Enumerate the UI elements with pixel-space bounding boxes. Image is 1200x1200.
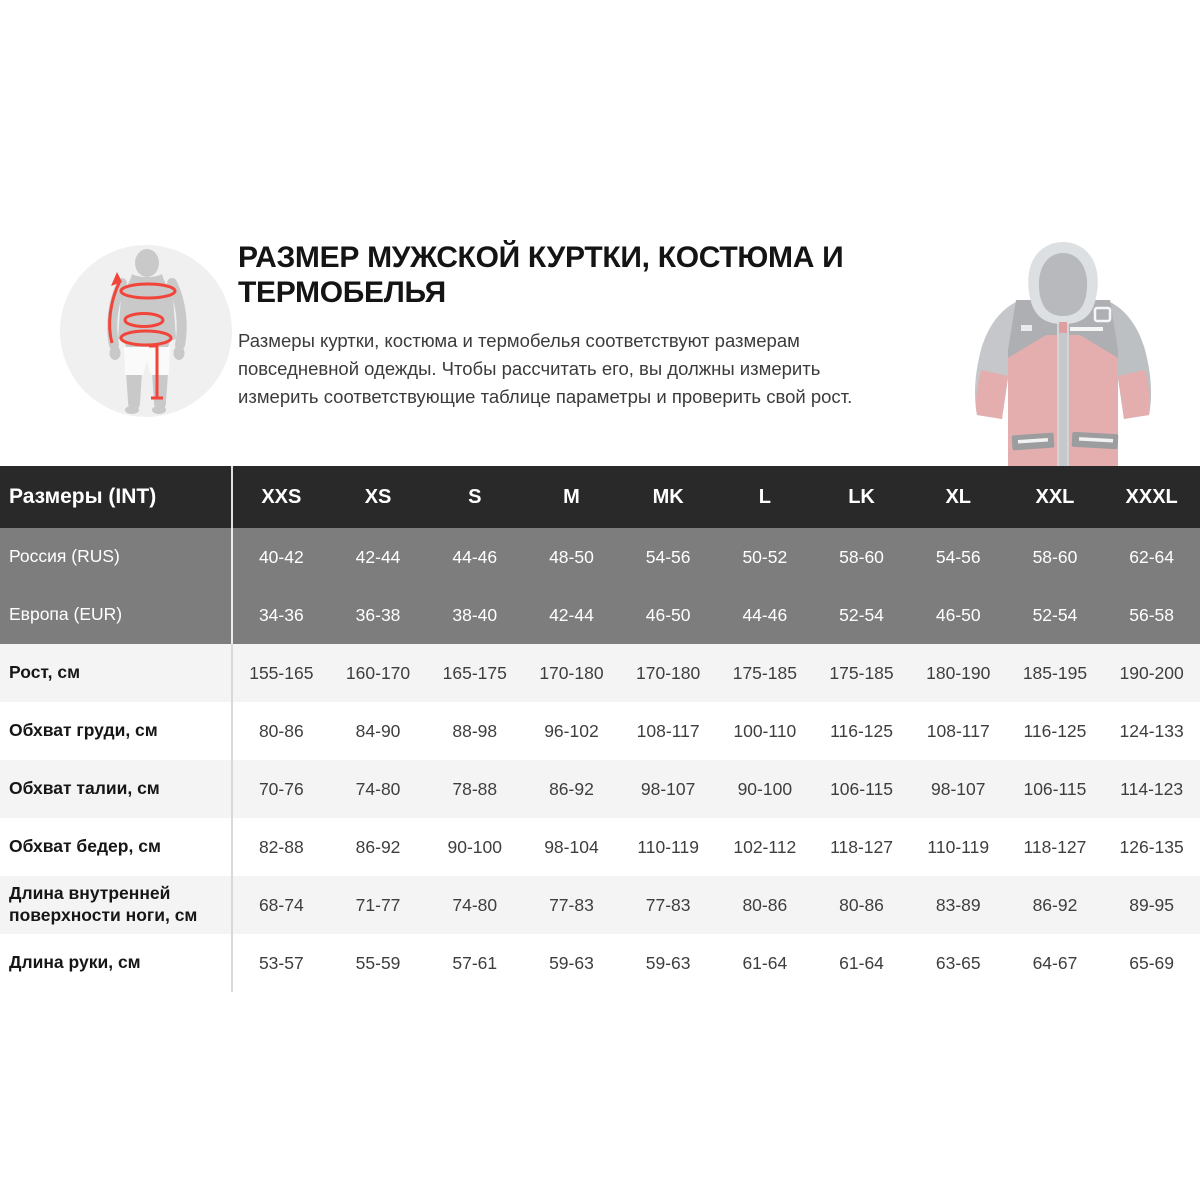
size-value: 82-88 [258,836,304,857]
size-value: 59-63 [645,952,691,973]
size-value: 118-127 [1023,836,1087,857]
size-value: 54-56 [935,546,981,567]
size-value: 52-54 [839,604,884,625]
table-row-hips [0,818,1200,876]
size-value: 160-170 [345,662,411,683]
size-value: 74-80 [355,778,401,799]
size-col-mk: MK [652,485,684,508]
page-title [238,240,948,310]
size-col-xxxl: XXXL [1125,485,1178,508]
size-value: 98-104 [544,836,599,857]
size-value: 38-40 [452,604,498,625]
size-value: 116-125 [1023,720,1087,741]
size-value: 77-83 [645,894,691,915]
size-value: 100-110 [733,720,797,741]
body-measurements-icon [58,243,234,419]
size-value: 86-92 [1032,894,1078,915]
size-value: 90-100 [737,778,793,799]
size-value: 34-36 [258,604,304,625]
size-value: 116-125 [830,720,893,741]
page-title-line2: ТЕРМОБЕЛЬЯ [238,276,446,309]
row-label: Длина руки, см [0,934,233,992]
size-value: 50-52 [742,546,788,567]
size-value: 58-60 [1032,546,1078,567]
size-value: 48-50 [549,546,594,567]
table-row-chest [0,702,1200,760]
size-value: 71-77 [355,894,401,915]
table-header-row [0,466,1200,528]
size-value: 44-46 [742,604,788,625]
size-col-m: M [563,485,580,508]
size-value: 170-180 [539,662,604,683]
body-measurements-icon-svg [58,243,234,419]
size-value: 165-175 [442,662,507,683]
row-label: Обхват груди, см [0,702,233,760]
size-value: 86-92 [355,836,401,857]
size-value: 56-58 [1129,604,1175,625]
size-value: 61-64 [839,952,884,973]
size-value: 52-54 [1032,604,1078,625]
size-value: 42-44 [355,546,401,567]
row-label: Европа (EUR) [0,586,233,644]
size-value: 185-195 [1022,662,1088,683]
row-label: Длина внутренней поверхности ноги, см [0,876,233,934]
size-value: 175-185 [732,662,797,683]
size-value: 77-83 [549,894,594,915]
hero-text-block [238,240,948,411]
size-value: 54-56 [645,546,691,567]
size-value: 90-100 [447,836,502,857]
size-value: 46-50 [645,604,691,625]
table-row-russia [0,528,1200,586]
size-value: 58-60 [839,546,884,567]
size-col-xs: XS [364,485,392,508]
size-value: 61-64 [742,952,788,973]
size-value: 55-59 [355,952,401,973]
size-col-xxl: XXL [1035,485,1075,508]
size-value: 63-65 [935,952,981,973]
table-row-sleeve [0,934,1200,992]
size-value: 88-98 [452,720,498,741]
size-value: 40-42 [258,546,304,567]
size-value: 170-180 [636,662,701,683]
row-label: Рост, см [0,644,233,702]
jacket-product-image [958,238,1168,466]
size-value: 98-107 [640,778,696,799]
table-row-waist [0,760,1200,818]
size-col-l: L [758,485,771,508]
size-value: 124-133 [1119,720,1184,741]
size-value: 180-190 [926,662,991,683]
size-col-xxs: XXS [261,485,302,508]
size-value: 59-63 [549,952,594,973]
size-value: 118-127 [830,836,893,857]
size-col-s: S [468,485,482,508]
size-value: 114-123 [1120,778,1184,799]
size-value: 108-117 [636,720,700,741]
size-value: 68-74 [258,894,304,915]
row-label: Обхват бедер, см [0,818,233,876]
size-value: 110-119 [637,836,699,857]
size-value: 108-117 [926,720,990,741]
size-value: 89-95 [1129,894,1175,915]
page-title-line1: РАЗМЕР МУЖСКОЙ КУРТКИ, КОСТЮМА И [238,241,844,274]
page-description: Размеры куртки, костюма и термобелья соответствуют размерам повседневной одежды. Чтобы рассчитать его, вы должны измерить измерить соответствующие таблице параметры и проверить свой рост. [238,330,853,407]
table-corner-label: Размеры (INT) [0,466,233,528]
size-value: 36-38 [355,604,401,625]
size-value: 110-119 [927,836,990,857]
size-value: 175-185 [829,662,894,683]
table-row-inseam [0,876,1200,934]
size-value: 74-80 [452,894,498,915]
size-value: 64-67 [1032,952,1078,973]
size-value: 106-115 [830,778,893,799]
size-value: 86-92 [549,778,594,799]
size-value: 80-86 [742,894,788,915]
size-value: 42-44 [549,604,594,625]
size-value: 80-86 [839,894,884,915]
table-row-europe [0,586,1200,644]
size-value: 106-115 [1023,778,1087,799]
size-value: 46-50 [935,604,981,625]
size-col-lk: LK [848,485,875,508]
size-value: 44-46 [452,546,498,567]
size-value: 57-61 [452,952,498,973]
size-value: 126-135 [1119,836,1184,857]
size-value: 70-76 [258,778,304,799]
row-label: Россия (RUS) [0,528,233,586]
size-value: 98-107 [930,778,986,799]
size-value: 102-112 [733,836,797,857]
size-value: 65-69 [1129,952,1175,973]
size-value: 84-90 [355,720,401,741]
size-value: 80-86 [258,720,304,741]
size-value: 190-200 [1119,662,1184,683]
size-col-xl: XL [945,485,972,508]
jacket-image-svg [958,238,1168,466]
row-label: Обхват талии, см [0,760,233,818]
size-table [0,466,1200,992]
size-value: 155-165 [249,662,314,683]
table-row-height [0,644,1200,702]
size-value: 83-89 [935,894,981,915]
size-value: 62-64 [1129,546,1175,567]
size-value: 53-57 [258,952,304,973]
size-value: 78-88 [452,778,498,799]
size-value: 96-102 [544,720,599,741]
